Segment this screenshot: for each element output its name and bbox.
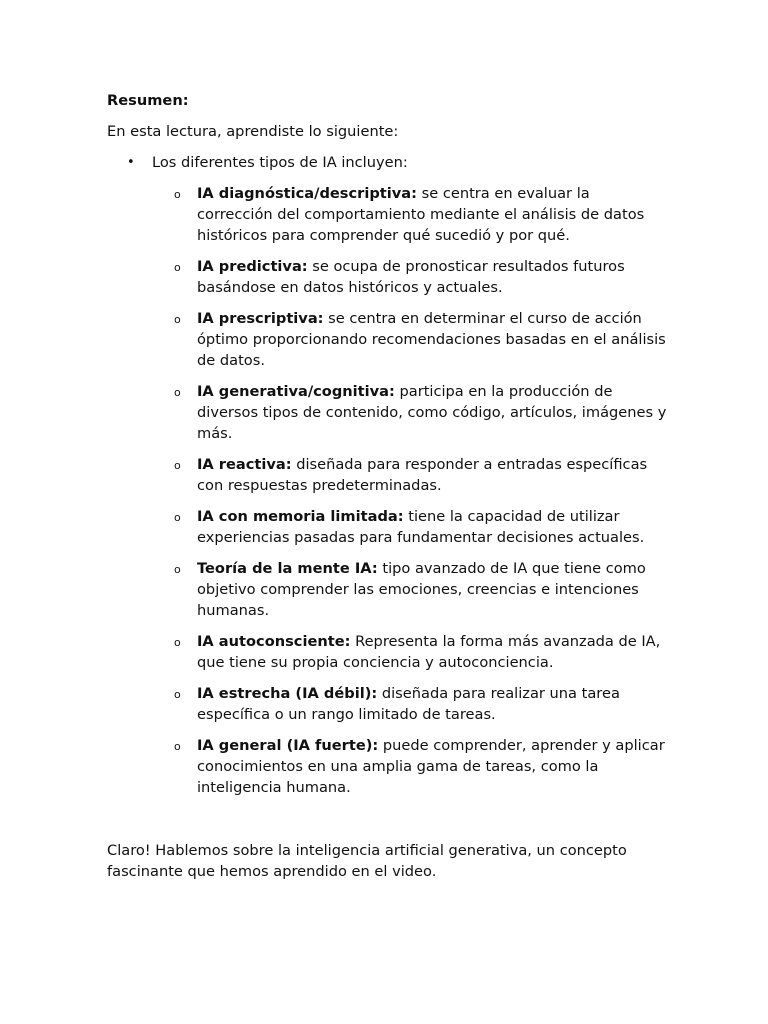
list-item [107,683,667,725]
item-term: IA diagnóstica/descriptiva: [197,185,417,202]
list-item [107,454,667,496]
sub-bullet-marker: o [174,261,181,274]
intro-paragraph: En esta lectura, aprendiste lo siguiente: [107,123,399,140]
sub-bullet-marker: o [174,459,181,472]
item-description: diseñada para realizar una tarea específica o un rango limitado de tareas. [197,685,620,723]
sub-bullet-marker: o [174,636,181,649]
sub-bullet-marker: o [174,188,181,201]
list-item [107,631,667,673]
item-term: IA autoconsciente: [197,633,351,650]
list-item [107,256,667,298]
item-description: tipo avanzado de IA que tiene como objetivo comprender las emociones, creencias e intenciones humanas. [197,560,646,619]
list-item [107,506,667,548]
item-term: IA general (IA fuerte): [197,737,379,754]
list-item [107,381,667,444]
document-page [107,90,667,897]
bullet-item [107,152,667,173]
item-description: diseñada para responder a entradas específicas con respuestas predeterminadas. [197,456,648,494]
sub-bullet-marker: o [174,313,181,326]
item-description: Representa la forma más avanzada de IA, que tiene su propia conciencia y autoconciencia. [197,633,661,671]
sub-bullet-marker: o [174,511,181,524]
item-description: tiene la capacidad de utilizar experiencias pasadas para fundamentar decisiones actuales. [197,508,645,546]
sub-bullet-marker: o [174,563,181,576]
list-item [107,558,667,621]
item-description: se centra en evaluar la corrección del comportamiento mediante el análisis de datos históricos para comprender qué sucedió y por qué. [197,185,645,244]
item-description: puede comprender, aprender y aplicar conocimientos en una amplia gama de tareas, como la inteligencia humana. [197,737,665,796]
sub-bullet-marker: o [174,688,181,701]
item-term: Teoría de la mente IA: [197,560,378,577]
item-term: IA prescriptiva: [197,310,324,327]
ai-types-list [107,183,667,798]
item-term: IA estrecha (IA débil): [197,685,378,702]
bullet-text: Los diferentes tipos de IA incluyen: [152,154,408,171]
item-term: IA con memoria limitada: [197,508,404,525]
item-term: IA reactiva: [197,456,292,473]
item-description: se ocupa de pronosticar resultados futuros basándose en datos históricos y actuales. [197,258,625,296]
list-item [107,308,667,371]
sub-bullet-marker: o [174,386,181,399]
list-item [107,183,667,246]
item-description: participa en la producción de diversos tipos de contenido, como código, artículos, imágenes y más. [197,383,667,442]
sub-bullet-marker: o [174,740,181,753]
bullet-marker: • [127,155,135,170]
list-item [107,735,667,798]
item-term: IA generativa/cognitiva: [197,383,395,400]
item-description: se centra en determinar el curso de acción óptimo proporcionando recomendaciones basadas en el análisis de datos. [197,310,666,369]
closing-paragraph: Claro! Hablemos sobre la inteligencia artificial generativa, un concepto fascinante que hemos aprendido en el video. [107,842,627,880]
summary-heading: Resumen: [107,92,189,109]
item-term: IA predictiva: [197,258,308,275]
